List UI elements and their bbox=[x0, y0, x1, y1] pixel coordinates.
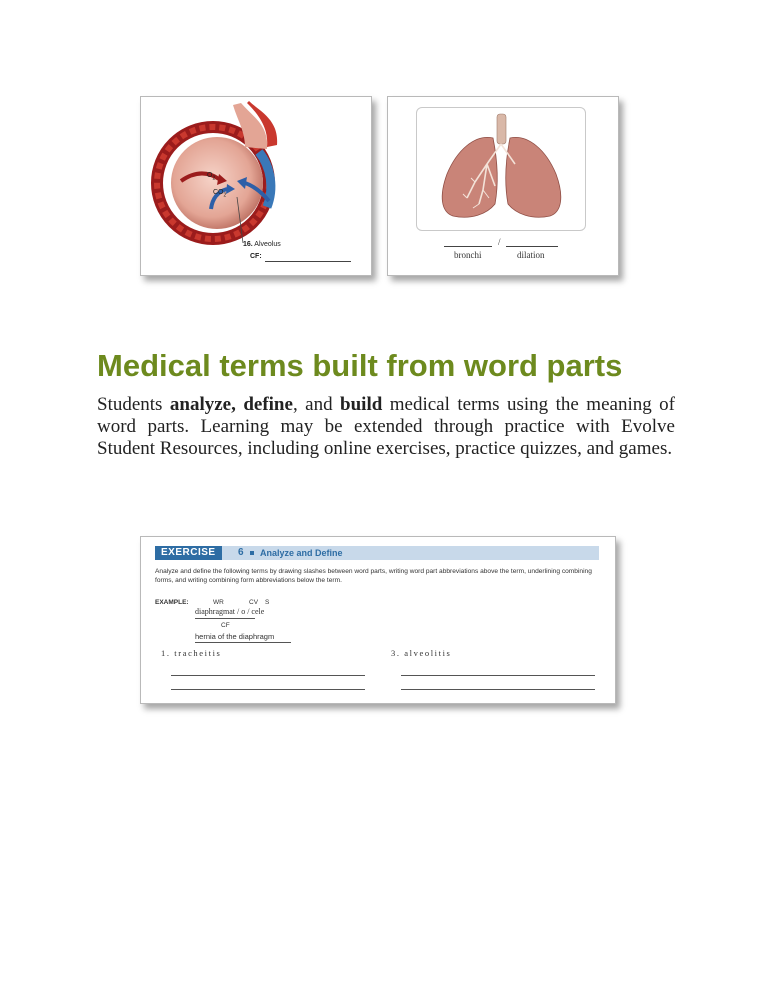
abbr-s: S bbox=[265, 599, 270, 606]
item-tracheitis: 1. tracheitis bbox=[161, 648, 222, 658]
alveolus-cf-label: CF: bbox=[250, 253, 262, 260]
alveolus-caption: 16. Alveolus bbox=[243, 241, 281, 248]
lungs-slash: / bbox=[498, 237, 501, 247]
item-alveolitis: 3. alveolitis bbox=[391, 648, 452, 658]
exercise-instructions: Analyze and define the following terms by drawing slashes between word parts, writing word part abbreviations above the term, underlining combining forms, and writing combining form abbreviations below the term. bbox=[155, 568, 592, 584]
exercise-number: 6 bbox=[238, 547, 244, 558]
exercise-badge: EXERCISE bbox=[155, 546, 222, 560]
section-title: Medical terms built from word parts bbox=[97, 348, 623, 383]
o2-label: $O_2$ bbox=[207, 172, 216, 182]
abbr-cf: CF bbox=[221, 622, 230, 629]
dilation-label: dilation bbox=[517, 250, 545, 260]
answer-line-3b[interactable] bbox=[401, 689, 595, 690]
exercise-header-bar bbox=[155, 546, 599, 560]
bronchi-label: bronchi bbox=[454, 250, 482, 260]
example-cf-underline bbox=[195, 618, 255, 619]
intro-paragraph: Students analyze, define, and build medical terms using the meaning of word parts. Learning may be extended through practice with Evolve Student Resources, including online exercises, practice quizzes, and games. bbox=[97, 394, 675, 459]
dilation-answer-line bbox=[506, 246, 558, 247]
lungs-image-frame bbox=[416, 107, 586, 231]
answer-line-1a[interactable] bbox=[171, 675, 365, 676]
lungs-figure-card bbox=[387, 96, 619, 276]
lungs-illustration bbox=[417, 108, 585, 230]
abbr-wr: WR bbox=[213, 599, 224, 606]
example-term: diaphragmat / o / cele bbox=[195, 607, 265, 616]
exercise-card bbox=[140, 536, 616, 704]
answer-line-1b[interactable] bbox=[171, 689, 365, 690]
alveolus-illustration bbox=[141, 97, 371, 257]
example-definition-underline bbox=[195, 642, 291, 643]
exercise-title: Analyze and Define bbox=[260, 548, 343, 558]
abbr-cv: CV bbox=[249, 599, 259, 606]
example-label: EXAMPLE: bbox=[155, 599, 189, 606]
alveolus-figure-card bbox=[140, 96, 372, 276]
bronchi-answer-line bbox=[444, 246, 492, 247]
answer-line-3a[interactable] bbox=[401, 675, 595, 676]
example-definition: hernia of the diaphragm bbox=[195, 632, 275, 641]
square-bullet-icon bbox=[250, 551, 254, 555]
alveolus-cf-answer-line bbox=[265, 261, 351, 262]
co2-label: $CO_2$ bbox=[213, 189, 227, 199]
